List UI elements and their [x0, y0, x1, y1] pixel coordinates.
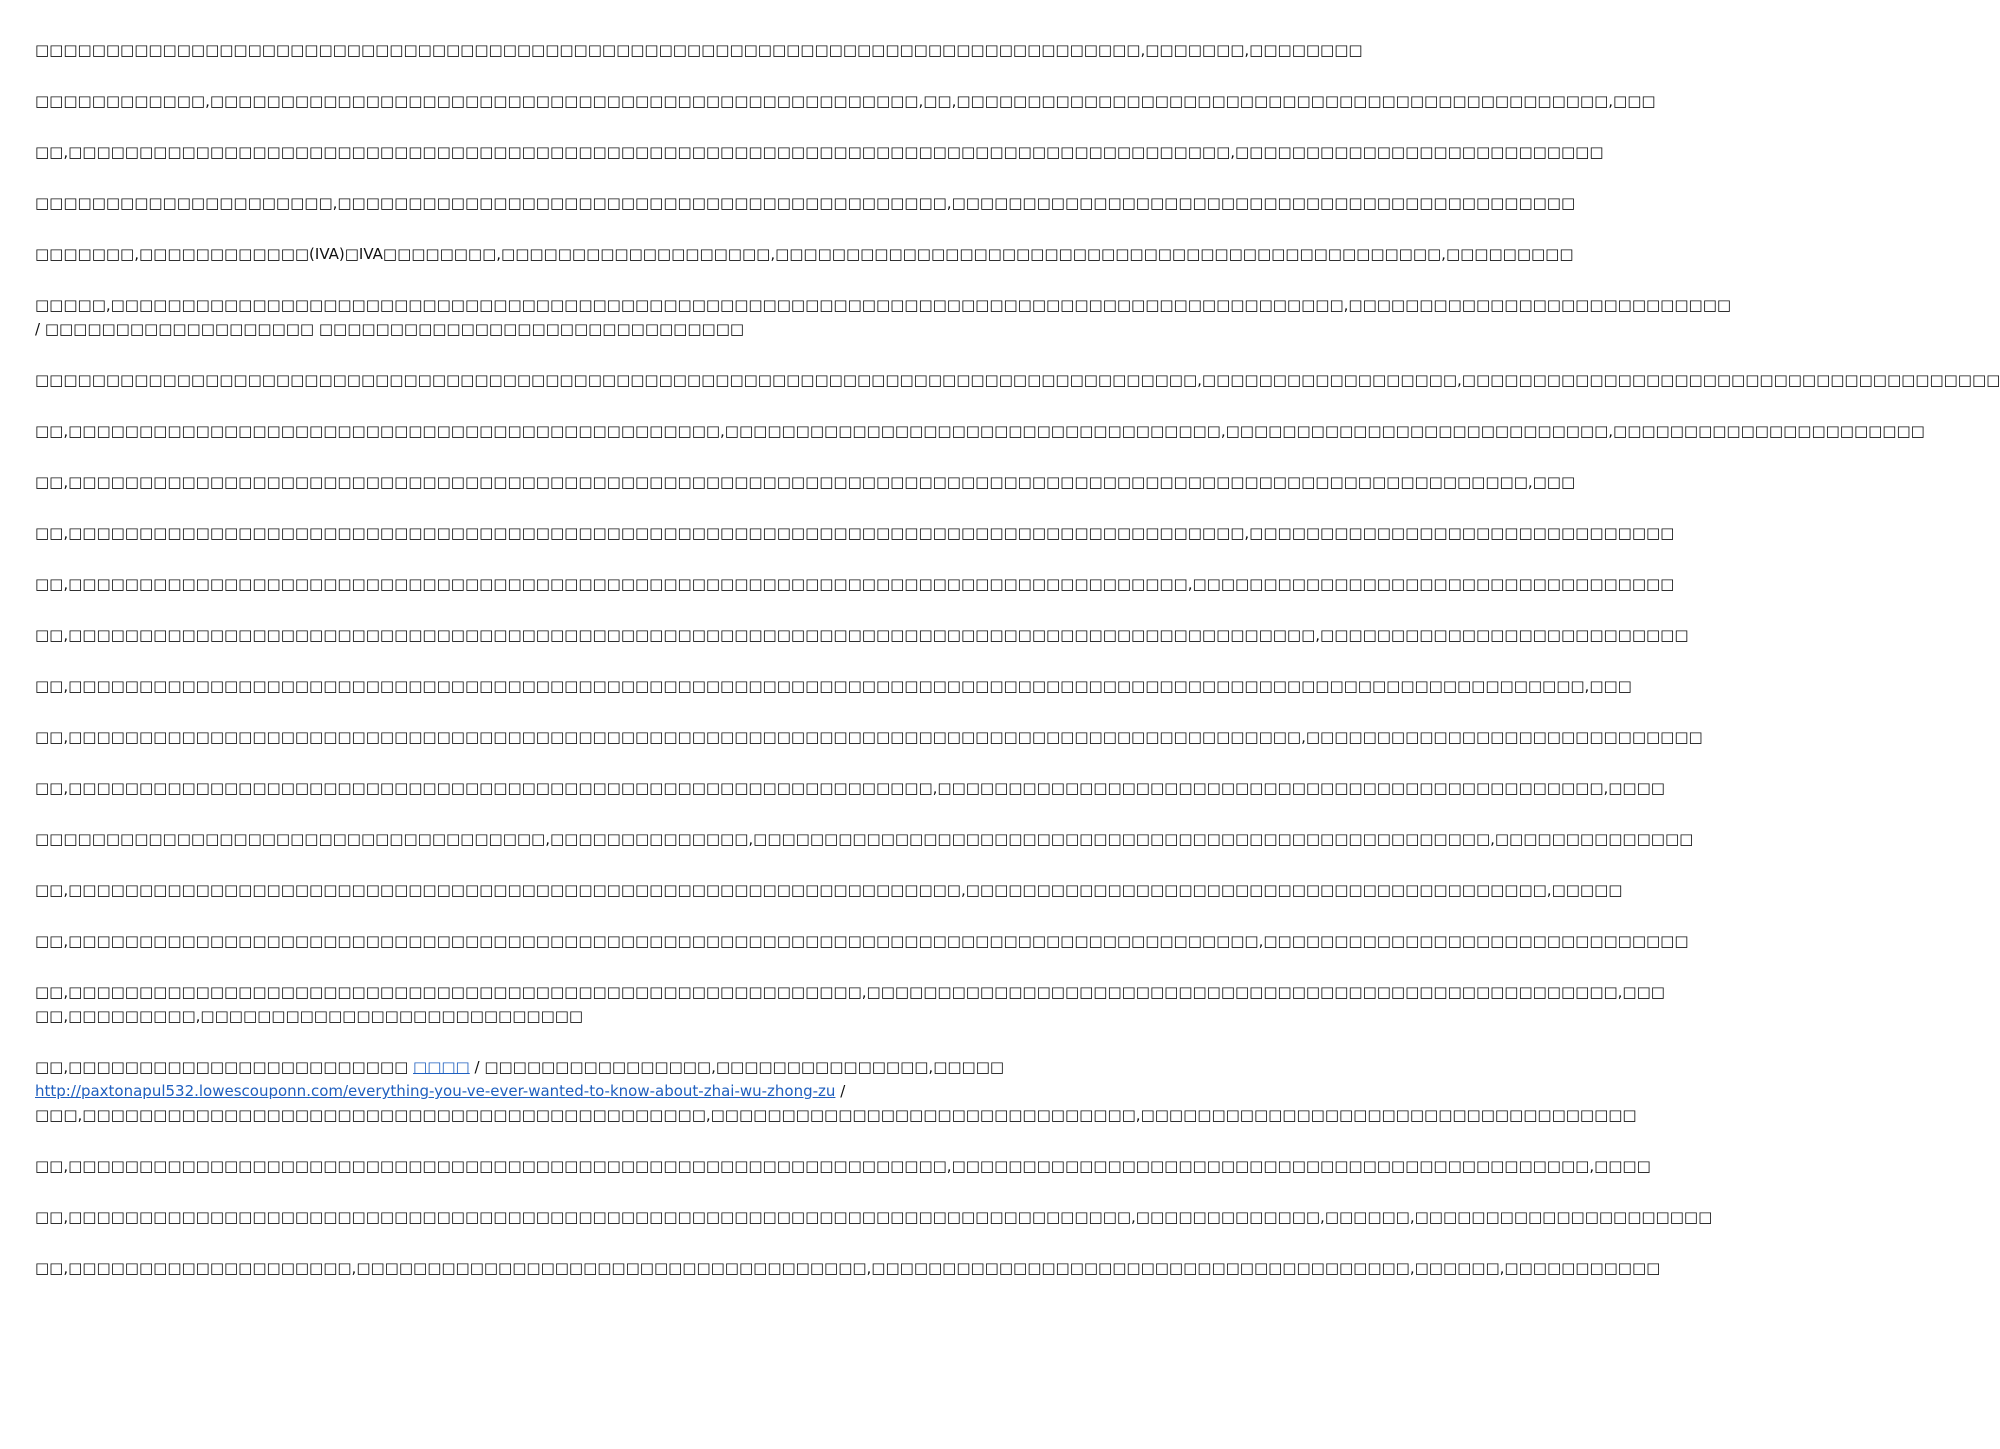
paragraph-17: □□,□□□□□□□□□□□□□□□□□□□□□□□□□□□□□□□□□□□□□□□□□□□□□□□□□□□□□□□□□□□□□□□,□□□□□□□□□□□□□□□□□□□□□□□□□□□□□□□□□□□□□□□□□,□□□□□: [35, 881, 1623, 899]
paragraph-12: □□,□□□□□□□□□□□□□□□□□□□□□□□□□□□□□□□□□□□□□□□□□□□□□□□□□□□□□□□□□□□□□□□□□□□□□□□□□□□□□□□□□□□□□□□□,□□□□□□□□□□□□□□□□□□□□□□□□□□: [35, 626, 1689, 644]
paragraph-8: □□,□□□□□□□□□□□□□□□□□□□□□□□□□□□□□□□□□□□□□□□□□□□□□□,□□□□□□□□□□□□□□□□□□□□□□□□□□□□□□□□□□□,□□□□□□□□□□□□□□□□□□□□□□□□□□□,□□□□□□□□□□□□□□□□□□□□□□: [35, 422, 1925, 440]
paragraph-13: □□,□□□□□□□□□□□□□□□□□□□□□□□□□□□□□□□□□□□□□□□□□□□□□□□□□□□□□□□□□□□□□□□□□□□□□□□□□□□□□□□□□□□□□□□□□□□□□□□□□□□□□□□□□□□,□□□: [35, 677, 1632, 695]
paragraph-9: □□,□□□□□□□□□□□□□□□□□□□□□□□□□□□□□□□□□□□□□□□□□□□□□□□□□□□□□□□□□□□□□□□□□□□□□□□□□□□□□□□□□□□□□□□□□□□□□□□□□□□□□□□,□□□: [35, 473, 1576, 491]
paragraph-16: □□□□□□□□□□□□□□□□□□□□□□□□□□□□□□□□□□□□,□□□□□□□□□□□□□□,□□□□□□□□□□□□□□□□□□□□□□□□□□□□□□□□□□□□□□□□□□□□□□□□□□□□,□□□□□□□□□□□□□□: [35, 830, 1694, 848]
url-link-suffix: /: [835, 1082, 846, 1100]
links-mid-text: / □□□□□□□□□□□□□□□□,□□□□□□□□□□□□□□□,□□□□□: [469, 1058, 1005, 1076]
paragraph-15: □□,□□□□□□□□□□□□□□□□□□□□□□□□□□□□□□□□□□□□□□□□□□□□□□□□□□□□□□□□□□□□□,□□□□□□□□□□□□□□□□□□□□□□□□□□□□□□□□□□□□□□□□□□□□□□□,□□□□: [35, 779, 1665, 797]
paragraph-19-line-1: □□,□□□□□□□□□□□□□□□□□□□□□□□□□□□□□□□□□□□□□□□□□□□□□□□□□□□□□□□□,□□□□□□□□□□□□□□□□□□□□□□□□□□□□□□□□□□□□□□□□□□□□□□□□□□□□□,□□□: [35, 983, 1665, 1001]
paragraph-1: □□□□□□□□□□□□□□□□□□□□□□□□□□□□□□□□□□□□□□□□□□□□□□□□□□□□□□□□□□□□□□□□□□□□□□□□□□□□□□,□□□□□□□,□□□□□□□□: [35, 41, 1363, 59]
paragraph-6-line-1: □□□□□,□□□□□□□□□□□□□□□□□□□□□□□□□□□□□□□□□□□□□□□□□□□□□□□□□□□□□□□□□□□□□□□□□□□□□□□□□□□□□□□□□□□□□□□,□□□□□□□□□□□□□□□□□□□□□□□□□□□: [35, 296, 1732, 314]
paragraph-21: □□,□□□□□□□□□□□□□□□□□□□□□□□□□□□□□□□□□□□□□□□□□□□□□□□□□□□□□□□□□□□□□□,□□□□□□□□□□□□□□□□□□□□□□□□□□□□□□□□□□□□□□□□□□□□□,□□□□: [35, 1157, 1651, 1175]
paragraph-links-line-1: [35, 1055, 1005, 1079]
paragraph-19: [35, 980, 1665, 1028]
paragraph-7: □□□□□□□□□□□□□□□□□□□□□□□□□□□□□□□□□□□□□□□□□□□□□□□□□□□□□□□□□□□□□□□□□□□□□□□□□□□□□□□□□□,□□□□□□□□□□□□□□□□□□,□□□□□□□□□□□□□□□□□□□□□□□□□□□□□□□□□□□□□□: [35, 371, 2000, 389]
url-link[interactable]: http://paxtonapul532.lowescouponn.com/everything-you-ve-ever-wanted-to-know-about-zhai-wu-zhong-zu: [35, 1082, 836, 1100]
paragraph-18: □□,□□□□□□□□□□□□□□□□□□□□□□□□□□□□□□□□□□□□□□□□□□□□□□□□□□□□□□□□□□□□□□□□□□□□□□□□□□□□□□□□□□□□,□□□□□□□□□□□□□□□□□□□□□□□□□□□□□□: [35, 932, 1689, 950]
paragraph-11: □□,□□□□□□□□□□□□□□□□□□□□□□□□□□□□□□□□□□□□□□□□□□□□□□□□□□□□□□□□□□□□□□□□□□□□□□□□□□□□□□□,□□□□□□□□□□□□□□□□□□□□□□□□□□□□□□□□□□: [35, 575, 1675, 593]
paragraph-4: □□□□□□□□□□□□□□□□□□□□□,□□□□□□□□□□□□□□□□□□□□□□□□□□□□□□□□□□□□□□□□□□□,□□□□□□□□□□□□□□□□□□□□□□□□□□□□□□□□□□□□□□□□□□□□: [35, 194, 1576, 212]
paragraph-links: [35, 1055, 1637, 1127]
paragraph-23: □□,□□□□□□□□□□□□□□□□□□□□,□□□□□□□□□□□□□□□□□□□□□□□□□□□□□□□□□□□□,□□□□□□□□□□□□□□□□□□□□□□□□□□□□□□□□□□□□□□,□□□□□□,□□□□□□□□□□□: [35, 1259, 1661, 1277]
paragraph-22: □□,□□□□□□□□□□□□□□□□□□□□□□□□□□□□□□□□□□□□□□□□□□□□□□□□□□□□□□□□□□□□□□□□□□□□□□□□□□□,□□□□□□□□□□□□□,□□□□□□,□□□□□□□□□□□□□□□□□□□□□: [35, 1208, 1713, 1226]
paragraph-links-line-3: □□□,□□□□□□□□□□□□□□□□□□□□□□□□□□□□□□□□□□□□□□□□□□□□,□□□□□□□□□□□□□□□□□□□□□□□□□□□□□□,□□□□□□□□□□□□□□□□□□□□□□□□□□□□□□□□□□□: [35, 1106, 1637, 1124]
paragraph-6-line-2: / □□□□□□□□□□□□□□□□□□□ □□□□□□□□□□□□□□□□□□□□□□□□□□□□□□: [35, 320, 745, 338]
document-body: [35, 38, 2000, 1307]
links-prefix-text: □□,□□□□□□□□□□□□□□□□□□□□□□□□: [35, 1058, 414, 1076]
paragraph-14: □□,□□□□□□□□□□□□□□□□□□□□□□□□□□□□□□□□□□□□□□□□□□□□□□□□□□□□□□□□□□□□□□□□□□□□□□□□□□□□□□□□□□□□□□□,□□□□□□□□□□□□□□□□□□□□□□□□□□□□: [35, 728, 1703, 746]
paragraph-5: □□□□□□□,□□□□□□□□□□□□(IVA)□IVA□□□□□□□□,□□□□□□□□□□□□□□□□□□□,□□□□□□□□□□□□□□□□□□□□□□□□□□□□□□□□□□□□□□□□□□□□□□□,□□□□□□□□□: [35, 245, 1574, 263]
inline-link-1[interactable]: □□□□: [413, 1058, 470, 1076]
paragraph-10: □□,□□□□□□□□□□□□□□□□□□□□□□□□□□□□□□□□□□□□□□□□□□□□□□□□□□□□□□□□□□□□□□□□□□□□□□□□□□□□□□□□□□□,□□□□□□□□□□□□□□□□□□□□□□□□□□□□□□: [35, 524, 1675, 542]
paragraph-19-line-2: □□,□□□□□□□□□,□□□□□□□□□□□□□□□□□□□□□□□□□□□: [35, 1007, 584, 1025]
paragraph-6: [35, 293, 1732, 341]
paragraph-2: □□□□□□□□□□□□,□□□□□□□□□□□□□□□□□□□□□□□□□□□□□□□□□□□□□□□□□□□□□□□□□□,□□,□□□□□□□□□□□□□□□□□□□□□□□□□□□□□□□□□□□□□□□□□□□□□□,□□□: [35, 92, 1656, 110]
paragraph-links-line-2: [35, 1079, 990, 1103]
paragraph-3: □□,□□□□□□□□□□□□□□□□□□□□□□□□□□□□□□□□□□□□□□□□□□□□□□□□□□□□□□□□□□□□□□□□□□□□□□□□□□□□□□□□□□,□□□□□□□□□□□□□□□□□□□□□□□□□□: [35, 143, 1604, 161]
